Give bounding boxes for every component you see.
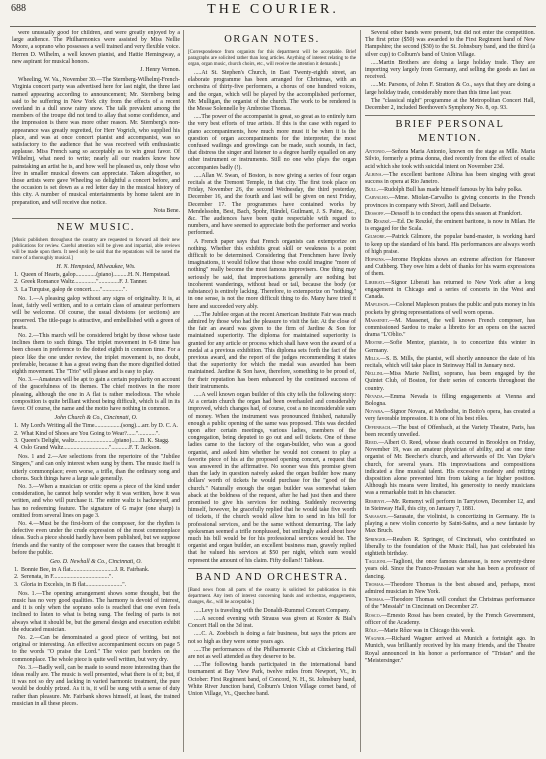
organ-notes-editorial-note: [Correspondence from organists for this department will be acceptable. Brief paragraphs are solicited rather than long articles. Anything of interest relating to the organ, organ music, church choirs, etc., will receive the attention it demands.]: [188, 50, 356, 67]
report-signature: J. Henry Vernon.: [140, 67, 180, 74]
personal-mention-text: —Jerome Hopkins shows an extreme affection for Hanover and Cuthberg. They owe him a debt of thanks for his warm expressions of them.: [365, 257, 535, 278]
music-list-item: 3. Gloria in Excelsis, in B flat.........................".: [20, 582, 180, 589]
band-note-item: .....Levy is traveling with the Donaldi-Rummel Concert Company.: [194, 607, 351, 614]
personal-mention-text: —Colonel Mapleson praises the public and puts money in his pockets by giving representations of well worn operas.: [365, 302, 535, 316]
personal-mention-text: —Taglioni, the once famous danseuse, is now seventy-three years old. Since the Franco-Prussian war she has been a professor of dancing.: [365, 559, 535, 580]
personal-mention-text: —Albert O. Reed, whose death occurred in Brooklyn on Friday, November 19, was an amateur physician of ability, and at one time organist of Mr. Beecher's church, and afterwards of Dr. Van Dyke's church, for several years. His improvisations and compositions indicated a fine musical talent. His excessive modesty and retiring disposition alone prevented him from taking a far higher position. Although his means were limited, his generosity to needy musicians was a remarkable trait in his character.: [365, 439, 535, 497]
personal-mention-text: —The bust of Offenbach, at the Variety Theatre, Paris, has been recently unveiled.: [365, 424, 535, 438]
personal-mention-item: [365, 257, 535, 279]
personal-mention-item: [365, 187, 535, 194]
personal-mention-name: Antonio.: [365, 149, 386, 156]
personal-mention-name: Mills.: [365, 355, 381, 362]
publisher-heading: John Church & Co., Cincinnati, O.: [54, 415, 138, 422]
brief-personal-mention-heading: BRIEF PERSONAL MENTION.: [365, 115, 535, 146]
music-list-item: 1. My Lord's Writing all the Time..................(song)....arr. by D. C. A.: [20, 423, 180, 430]
column-3: [365, 30, 535, 754]
new-music-editorial-note: [Music publishers throughout the country are requested to forward all their new publications for review. Careful attention will be given and impartial, able reviews will be made upon them. It need only be said that the reputations will be noted the more of a thoroughly musical.]: [12, 238, 180, 262]
music-list-item: 2. Serenata, in F......................................".: [20, 574, 180, 581]
personal-mention-item: [365, 582, 535, 596]
personal-mention-text: —Mr. Remenyi will perform in Tarrytown, December 12, and in Steinway Hall, this city, on January 7, 1881.: [365, 498, 535, 512]
newspaper-title: THE COURIER.: [207, 2, 339, 17]
personal-mention-name: Nellini.: [365, 371, 384, 378]
review-paragraph: No. 2.—Can be denominated a good piece of writing, but not original or interesting. An effective accompaniment occurs on page 5 to the words "O praise the Lord." The voice part borders on the commonplace. The whole piece is quite well written, but very dry.: [12, 635, 180, 663]
personal-mention-item: [365, 559, 535, 581]
personal-mention-name: Taglioni.: [365, 559, 387, 566]
personal-mention-text: —Theodore Thomas will conduct the Christmas performance of the "Messiah" in Cincinnati on December 27.: [365, 597, 535, 611]
personal-mention-name: Gilmore.: [365, 234, 387, 241]
personal-mention-text: —Señora Maria Antonio, known on the stage as Mlle. Maria Silvio, formerly a prima donna, died recently from the effect of oxalic acid which she took with suicidal intent on November 23d.: [365, 149, 535, 170]
personal-mention-item: [365, 195, 535, 209]
personal-mention-item: [365, 219, 535, 233]
personal-mention-name: Thomas.: [365, 581, 385, 588]
personal-mention-item: [365, 302, 535, 316]
band-note-item: .....Mr. Parsons, of John F. Stratton & Co., says that they are doing a large holiday trade, considerably more than this time last year.: [365, 82, 535, 96]
personal-mention-item: [365, 425, 535, 439]
personal-mention-item: [365, 149, 535, 171]
report-signature: Nota Bene.: [153, 207, 180, 214]
new-music-heading: NEW MUSIC.: [12, 218, 180, 235]
organ-note-item: .....The Jubilee organ at the recent American Institute Fair was much admired by those who had the pleasure to visit the fair. At the close of the fair an award was given to the firm of Jardine & Son for maintained superiority. The diploma for maintained superiority is granted for any article or process which shall have won the award of a medal at a previous exhibition. This diploma sets forth the fact of the previous award, and the report of the judges recommending it states that the superiority for which the medal was awarded has been maintained. Jardine & Son have, therefore, something to be proud of, for their reputation has been enhanced by the continued success of their instruments.: [188, 311, 356, 390]
music-list-item: 4. Oslo Grand Waltz..............................."............F. T. Jackson.: [20, 445, 180, 452]
column-rule-right: [360, 30, 361, 752]
music-list-item: 2. What Kind of Shoes are You Going to Wear?......"............".: [20, 431, 180, 438]
personal-mention-item: [365, 409, 535, 423]
band-note-item: .....C. A. Zoebisch is doing a fair business, but says the prices are not so high as they were some years ago.: [188, 631, 356, 645]
music-list-item: 2. Greek Romance Waltz..............."..............F. J. Tanner.: [20, 279, 180, 286]
organ-note-item: .....Allan W. Swan, of Boston, is now giving a series of four organ recitals at the Tremont Temple, in that city. The first took place on Friday, November 26, the second Wednesday, the third yesterday, December 16, and the fourth and last will be given on next Friday, December 17. The programmes have contained works by Mendelssohn, Best, Bach, Spohr, Händel, Guilmant, J. S. Paine, &c., &c. The audiences have been quite respectable with regard to numbers, and have seemed to appreciate both the performer and works performed.: [188, 172, 356, 237]
band-note-item: The "classical night" programme at the Metropolitan Concert Hall, December 2, included Beethoven's Symphony No. 8, op. 93.: [365, 97, 535, 112]
wheeling-report-paragraph: Wheeling, W. Va., November 30.—The Sternberg-Wilhelmj-French-Virginia concert party was advertised here for last night, the three last named appearing according to announcement; Mr. Sternberg being said to be suffering in New York city from the effects of a recent overland in a dull snow rainy snow. The talk prevalent among the members of the troupe did not tend to allay that some confidence, and the impression is there was more other reason. Mr. Sternberg's non-appearance was greatly regretted, for Herr Vogrich, who supplied his place, and was at once concert pianist and accompanist, was so satisfactory to the audience that he was received with enthusiastic applause. Miss French sang so acceptably as to win great favor. Of Wilhelmj, what need to write; nearly all our readers know how painstaking an artist he is, and how well he pleased us, only those who live in smaller musical dowers can appreciate. Taken altogether, so those artists were gave Wheeling so delightful a concert before, and the occasion is set down as a red letter day in the musical history of this city. A number of musical entertainments by home talent are in preparation, and will receive due notice.: [12, 77, 180, 206]
personal-mention-item: [365, 440, 535, 498]
personal-mention-text: —Ed. De Reszké, the eminent baritone, is now in Milan. He is engaged for the Scala.: [365, 219, 535, 233]
band-note-item: .....The following bands participated in the international band tournament at Bay View Park, twelve miles from Newport, Vt., in October: First Regiment band, of Concord, N. H., St. Johnsbury band, White River Junction band, Colburn's Union Village cornet band, of Union Village, Vt., Quechee band.: [188, 662, 356, 698]
page-number: 688: [11, 3, 26, 14]
personal-mention-text: —Richard Wagner arrived at Munich a fortnight ago. In Munich, was brilliantly received by his many friends, and the Theatre Royal announced in his honor a performance of "Tristan" and the "Meistersinger.": [365, 636, 535, 664]
review-paragraph: Nos. 1 and 2.—Are selections from the repertoire of the "Jubilee Singers," and can only interest when sung by them. The music itself is utterly commonplace; even worse, a trifle, than the ordinary song and chorus. Such things have a large sale generally.: [12, 454, 180, 482]
personal-mention-text: —Ernesto Rossi has been created, by the French Government, officer of the Academy.: [365, 612, 535, 626]
personal-mention-name: Mestre.: [365, 340, 384, 347]
personal-mention-item: [365, 234, 535, 256]
personal-mention-item: [365, 318, 535, 340]
personal-mention-text: —Sofie Mentor, pianiste, is to concertize this winter in Germany.: [365, 340, 535, 354]
personal-mention-name: Offenbach.: [365, 424, 392, 431]
review-paragraph: Nos. 1.—The opening arrangement shows some thought, but the music has no very good qualities. The harmony is devoid of interest, and it is only when the soprano solo is reached that one even feels inclined to listen to what is being sung. The feeling of parts is not always what it should be, but the general design and execution exhibit the educated musician.: [12, 590, 180, 633]
music-list-item: 3. La Turquise, galop de concert......"..............".: [20, 287, 180, 294]
personal-mention-text: —The excellent baritone Albina has been singing with great success in opera at Rio Janeiro.: [365, 171, 535, 186]
personal-mention-name: Sarasate.: [365, 513, 388, 520]
personal-mention-item: [365, 597, 535, 611]
personal-mention-text: —Patrick Gilmore, the popular band-master, is working hard to keep up the standard of his band. His performances are always worth of high praise.: [365, 234, 535, 255]
personal-mention-name: Mapleson.: [365, 302, 390, 309]
personal-mention-text: —Emma Nevada is filling engagements at Vienna and Bologna.: [365, 393, 535, 407]
personal-mention-list: [365, 149, 535, 665]
music-list-item: 1. Bonnie Bee, in A flat..............................J. R. Fairbank.: [20, 567, 180, 574]
organ-note-item: .....A well known organ builder of this city tells the following story: At a certain church the organ had been overhauled and considerably improved, which changes had, of course, cost a no inconsiderable sum of money. When the instrument was pronounced finished, naturally enough a public opening of the same was proposed. This was decided upon after certain meetings, various ladies, members of the congregation, being deputed to go out and sell tickets. One of these ladies came to the factory of the organ-builder, who was a good organist, and asked him whether he would not consent to play a favorite piece of his at the proposed opening concert, a request that was answered in the affirmative. No sooner was this promise given than the lady in question naively asked the organ builder how many dollars' worth of tickets he would purchase for the "good of the church." Naturally enough the organ builder was somewhat taken aback at the boldness of the request, after he had just then and there promised to give his services for nothing. Suddenly recovering himself, however, he gracefully replied that he would take five worth of tickets, if the church would allow him to send in his bill for professional services, and be the same without demurring. The lady spokesman seemed a trifle nonplussed, but smilingly asked about how much his bill would be for his professional services would be. The organist and organ builder, an excellent business man, gravely replied that he valued his services at $50 per night, which sum would represent the amount of his claim. Fifty dollars!! Tableau.: [188, 391, 356, 564]
column-2: [188, 30, 356, 754]
personal-mention-item: [365, 394, 535, 408]
column-1: [12, 30, 180, 754]
band-note-item: .....The performances of the Philharmonic Club at Chickering Hall are not as well attended as they deserve to be.: [188, 646, 356, 661]
personal-mention-name: Hopkins.: [365, 257, 386, 264]
publisher-music-list: [12, 567, 180, 589]
personal-mention-text: —S. B. Mills, the pianist, will shortly announce the date of his recitals, which will take place in Steinway Hall in January next.: [365, 355, 535, 369]
personal-mention-name: Bull.: [365, 187, 379, 194]
personal-mention-text: —Rudolph Bull has made himself famous by his baby polka.: [378, 187, 523, 194]
personal-mention-name: Reed.: [365, 439, 379, 446]
review-paragraph: No. 3.—Badly well, can be made to sound more interesting than the ideas really are. The music is well presented, what there is of it; but, if it was not so dry and lacking in varied harmonic treatment, the pure would be doubly prized. As it is, it will be sung with a sense of duty rather than pleasure. Mr. Fairbank shows himself, at least, the trained musician in all these pieces.: [12, 664, 180, 707]
personal-mention-text: —Marie Rôze was in Chicago this week.: [378, 628, 475, 635]
organ-note-item: .....At St. Stephen's Church, in East Twenty-eighth street, an elaborate programme has been arranged for Christmas, with an orchestra of thirty-five performers, a chorus of one hundred voices, and the organ, which will be played by the accomplished performer, Mr. Mulligan, the organist of the church. The work to be rendered is the Messe Solennelle by Ambroise Thomas.: [188, 70, 356, 113]
review-paragraph: No. 3.—Amateurs will be apt to gain a certain popularity on account of the gracefulness of its themes. The chief motives in the more pleasing, although the one in A flat is rather melodious. The whole composition is quite brilliant without being difficult, which is all in its favor. Of course, the name and the motto have nothing in common.: [12, 377, 180, 412]
personal-mention-name: Liberati.: [365, 279, 386, 286]
personal-mention-name: De Reszké.: [365, 219, 392, 226]
personal-mention-text: —Theodore Thomas is the best abused and, perhaps, most admired musician in New York.: [365, 581, 535, 596]
personal-mention-name: Novara.: [365, 409, 385, 416]
personal-mention-item: [365, 211, 535, 218]
personal-mention-item: [365, 356, 535, 370]
personal-mention-text: —Signor Novara, at Methodist, in Boito's opera, has created a very favorable impression. It is one of his best rôles.: [365, 409, 535, 423]
personal-mention-item: [365, 537, 535, 559]
personal-mention-text: —Signor Liberati has returned to New York after a long engagement in Chicago and a series of concerts in the West and Canada.: [365, 279, 535, 301]
personal-mention-name: Albina.: [365, 171, 383, 178]
review-paragraph: No. 4.—Must be the first-born of the composer, for the rhythm is defective even under the crude expression of the most commonplace ideas. Such a piece should hardly have been published, but we suppose friends and the vanity of the composer were the causes that brought it before the public.: [12, 520, 180, 556]
personal-mention-item: [365, 613, 535, 627]
publisher-heading: H. N. Hempsted, Milwaukee, Wis.: [56, 264, 136, 271]
personal-mention-name: Rôle.: [365, 628, 379, 635]
review-paragraph: No. 1.—A pleasing galop without any signs of originality. It is, at least, fairly well written, and to a certain class of amateur performers will be welcome. Of course, the usual divisions (or sections) are preserved. The title-page is attractive, and embellished with a green of hearts.: [12, 295, 180, 331]
publisher-music-list: [12, 272, 180, 294]
review-paragraph: No. 3.—When a musician or critic opens a piece of the kind under consideration, he cannot help wonder why it was written, how it was written, and who will purchase it. The entire waltz is hackneyed, and has no redeeming feature. The signature of G major (one sharp) is omitted from several lines on page 3.: [12, 483, 180, 519]
personal-mention-text: —Sarasate, the violinist, is concertizing in Germany. He is playing a new violin concerto by Saint-Saëns, and a new fantasie by Max Bruch.: [365, 513, 535, 535]
personal-mention-item: [365, 280, 535, 302]
music-list-item: 3. Queen's Delight, waltz...........................(piano)......D. K. Stagg.: [20, 438, 180, 445]
personal-mention-name: Nevada.: [365, 393, 385, 400]
personal-mention-item: [365, 628, 535, 635]
personal-mention-text: —Miss Marie Nellini, soprano, has been engaged by the Quintet Club, of Boston, for their series of concerts throughout the country.: [365, 371, 535, 392]
concert-report-paragraph: were unusually good for children, and were greatly enjoyed by a large audience. The Philharmonics were assisted by Miss Nellie Moore, a soprano who possesses a well trained and very flexible voice. Herren D. Wilhelm, a well known pianist, and Hattie Hemingway, a new aspirant for musical honors.: [12, 30, 180, 65]
review-paragraph: No. 2.—This march will be considered bright by those whose taste inclines them to such things. The triplet movement in 6-8 time has been chosen in preference to the dotted eighth in common time. For a piece like the one under review, the triplet movement is, no doubt, preferable, because it has a great swing than the more dignified dotted eighth movement. The "Trio" will please and is easy to play.: [12, 332, 180, 375]
personal-mention-item: [365, 371, 535, 393]
personal-mention-item: [365, 499, 535, 513]
publisher-music-list: [12, 423, 180, 452]
personal-mention-text: —Dessoff is to conduct the opera this season at Frankfort.: [384, 210, 522, 217]
personal-mention-name: Massenet.: [365, 317, 390, 324]
personal-mention-name: Wagner.: [365, 636, 386, 643]
personal-mention-name: Carvalho.: [365, 195, 390, 202]
band-orchestra-editorial-note: [Band news from all parts of the country is solicited for publication in this department. Any item of interest concerning bands and orchestras, engagements, changes, &c., will be acceptable.]: [188, 587, 356, 605]
band-note-continued: Several other bands were present, but did not enter the competition. The first prize ($50) was awarded to the First Regiment band of New Hampshire; the second ($30) to the St. Johnsbury band, and the third (a silver cup) to Colburn's band of Union Village.: [365, 30, 535, 58]
personal-mention-name: Remenyi.: [365, 498, 386, 505]
personal-mention-item: [365, 636, 535, 665]
personal-mention-item: [365, 172, 535, 186]
personal-mention-text: —Reuben R. Springer, of Cincinnati, who contributed so liberally to the foundation of the Music Hall, has just celebrated his eightieth birthday.: [365, 536, 535, 557]
publisher-heading: Geo. D. Newhall & Co., Cincinnati, O.: [50, 559, 142, 565]
personal-mention-name: Springer.: [365, 536, 387, 543]
personal-mention-name: Thomas.: [365, 597, 385, 604]
band-note-item: .....A second evening with Strauss was given at Koster & Bial's Concert Hall on the 3d inst.: [188, 616, 356, 630]
column-rule-left: [183, 30, 184, 752]
masthead: [10, 0, 536, 27]
personal-mention-name: Rosco.: [365, 612, 382, 619]
band-note-item: .....Martin Brothers are doing a large holiday trade. They are importing very largely from Germany, and selling the goods as fast as received.: [365, 59, 535, 81]
music-list-item: 1. Queen of Hearts, galop..............(piano)..........H. N. Hempstead.: [20, 272, 180, 279]
organ-note-item: A French paper says that French organists can extemporize on nothing. Whether this exhibits great skill or weakness is a point difficult to be determined. Considering that Frenchmen have lively imaginations, it would follow that those who could imagine "more of nothing" really become the most famous improvisers. One thing may seriously be said, that improvisations generally are nothing but incoherent wanderings, without head or tail, because the body (or substance) is entirely lacking. Therefore, to extemporize on "nothing," in one sense, is not the more difficult thing to do. Many have tried it here and succeeded very ably.: [188, 238, 356, 310]
personal-mention-text: —M. Massenet, the well known French composer, has commissioned Sardou to make a libretto for an opera on the sacred drama "L'Oblio.": [365, 317, 535, 339]
band-orchestra-heading: BAND AND ORCHESTRA.: [188, 568, 356, 585]
personal-mention-item: [365, 514, 535, 536]
personal-mention-text: —Mme. Miolan-Carvalho is giving concerts in the French provinces in company with Sivori, Jaëll and Delsarte.: [365, 195, 535, 209]
personal-mention-name: Dessoff.: [365, 210, 385, 217]
personal-mention-item: [365, 340, 535, 354]
organ-notes-heading: ORGAN NOTES.: [224, 34, 320, 45]
organ-note-item: .....The power of the accompanist is great, so great as to entirely turn the very best efforts of true artists. If this is the case with regard to piano accompaniments, how much more must it be when it is the question of organ accompaniments for the interpreter, the most confused wailings and growlings can be made, such sounds, in fact, that distress the singer and listener to a degree hardly equalled on any other instrument or instruments. Still no one who plays the organ accompanies badly (!).: [188, 114, 356, 171]
